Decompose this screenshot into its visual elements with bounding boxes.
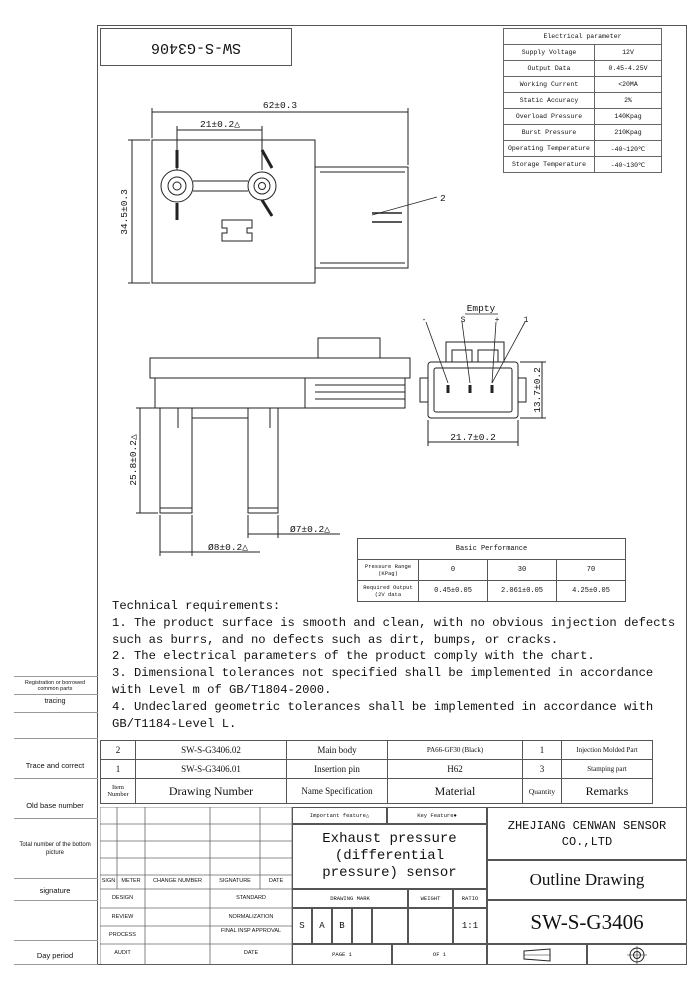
connector-latch	[446, 342, 504, 362]
callout-2: 2	[440, 193, 446, 204]
empty-label: Empty	[466, 303, 496, 314]
bom-drawing-no: SW-S-G3406.01	[136, 760, 287, 779]
revision-grid	[100, 807, 292, 965]
rev-label: CHANGE NUMBER	[153, 878, 202, 884]
role-label: PROCESS	[109, 932, 136, 938]
tech-line: GB/T1184-Level L.	[112, 716, 237, 731]
bom-header: Material	[388, 779, 523, 804]
projection-symbol-cell	[487, 944, 587, 965]
of-label: OF 1	[392, 944, 487, 965]
bom-item: 2	[101, 741, 136, 760]
bom-header: Quantity	[523, 779, 562, 804]
registration-label: Registration or borrowed common parts	[24, 680, 86, 692]
trace-correct-label: Trace and correct	[25, 761, 85, 770]
bom-header: Name Specification	[287, 779, 388, 804]
dim-port-inner-dia: Ø7±0.2△	[290, 524, 330, 535]
param-value: 140Kpag	[595, 109, 662, 125]
port-boss-left	[161, 170, 193, 202]
technical-requirements	[112, 598, 682, 732]
pin-label: S	[460, 316, 466, 325]
projection-circle-icon	[626, 946, 648, 964]
electrical-header: Electrical parameter	[504, 29, 662, 45]
bom-row	[101, 741, 653, 760]
company-name: ZHEJIANG CENWAN SENSOR CO.,LTD	[487, 807, 687, 860]
param-value: 2%	[595, 93, 662, 109]
performance-row-label: Pressure Range (KPag)	[358, 560, 419, 581]
weight-value	[408, 908, 453, 944]
param-value: 0.45-4.25V	[595, 61, 662, 77]
rev-label: SIGN	[101, 878, 116, 884]
role-label: NORMALIZATION	[228, 914, 274, 920]
dim-pin-spacing: 21±0.2△	[200, 119, 240, 130]
dim-port-outer-dia: Ø8±0.2△	[208, 542, 248, 553]
old-base-label: Old base number	[26, 801, 84, 810]
left-margin-strip	[0, 0, 100, 990]
role-label: STANDARD	[236, 895, 266, 901]
tech-line: 2. The electrical parameters of the product comply with the chart.	[112, 649, 595, 664]
bom-remarks: Injection Molded Part	[562, 741, 653, 760]
drawing-number: SW-S-G3406	[487, 900, 687, 944]
bom-item: 1	[101, 760, 136, 779]
rev-label: METER	[121, 878, 141, 884]
basic-performance-table	[357, 538, 626, 602]
key-feature: Key Feature●	[387, 807, 487, 824]
dim-height-left: 34.5±0.3	[119, 189, 130, 235]
performance-cell: 30	[488, 560, 557, 581]
bom-row	[101, 760, 653, 779]
tech-line: 1. The product surface is smooth and clean, with no obvious injection defects	[112, 615, 676, 630]
important-feature: Important feature△	[292, 807, 387, 824]
weight-label: WEIGHT	[408, 889, 453, 908]
performance-cell: 0	[419, 560, 488, 581]
mark-blank	[372, 908, 408, 944]
param-name: Working Current	[504, 77, 595, 93]
pressure-port-left	[160, 408, 192, 513]
tracing-label: tracing	[44, 698, 66, 705]
bom-quantity: 1	[523, 741, 562, 760]
param-value: 12V	[595, 45, 662, 61]
performance-cell: 70	[557, 560, 626, 581]
mark-a: A	[312, 908, 332, 944]
sensor-body-side	[150, 358, 410, 378]
scale-value: 1:1	[453, 908, 487, 944]
bom-name: Main body	[287, 741, 388, 760]
drawing-mark-label: DRAWING MARK	[292, 889, 408, 908]
role-label: REVIEW	[111, 914, 134, 920]
param-name: Supply Voltage	[504, 45, 595, 61]
dim-port-length: 25.8±0.2△	[128, 434, 139, 486]
bom-header: Drawing Number	[136, 779, 287, 804]
role-label: DESIGN	[111, 895, 134, 901]
bom-quantity: 3	[523, 760, 562, 779]
role-label: AUDIT	[114, 950, 131, 956]
param-name: Burst Pressure	[504, 125, 595, 141]
bom-material: H62	[388, 760, 523, 779]
param-name: Operating Temperature	[504, 141, 595, 157]
bom-remarks: Stamping part	[562, 760, 653, 779]
bom-name: Insertion pin	[287, 760, 388, 779]
bom-material: PA66-GF30 (Black)	[388, 741, 523, 760]
role-label: FINAL INSP APPROVAL	[220, 928, 282, 934]
doc-type: Outline Drawing	[487, 860, 687, 900]
mark-blank	[352, 908, 372, 944]
bom-header-row	[101, 779, 653, 804]
rotated-drawing-number: SW-S-G3406	[100, 28, 292, 66]
day-period-label: Day period	[36, 951, 74, 960]
connector-top	[315, 167, 408, 268]
pin-label: 1	[523, 316, 529, 325]
pin-label: -	[421, 316, 427, 325]
bill-of-materials	[100, 740, 653, 804]
rev-label: DATE	[268, 878, 284, 884]
page-label: PAGE 1	[292, 944, 392, 965]
performance-header: Basic Performance	[358, 539, 626, 560]
param-value: <20MA	[595, 77, 662, 93]
clip-slot	[222, 220, 252, 241]
mark-s: S	[292, 908, 312, 944]
bom-drawing-no: SW-S-G3406.02	[136, 741, 287, 760]
param-name: Storage Temperature	[504, 157, 595, 173]
param-value: -40~130℃	[595, 157, 662, 173]
dim-width-top: 62±0.3	[262, 100, 298, 111]
tech-line: 4. Undeclared geometric tolerances shall be implemented in accordance with	[112, 699, 654, 714]
tech-line: with Level m of GB/T1804-2000.	[112, 682, 332, 697]
role-label: DATE	[243, 950, 259, 956]
product-name: Exhaust pressure (differential pressure) sensor	[292, 824, 487, 889]
tech-line: 3. Dimensional tolerances not specified shall be implemented in accordance	[112, 666, 654, 681]
dim-connector-width: 21.7±0.2	[450, 432, 496, 443]
tech-heading: Technical requirements:	[112, 599, 281, 613]
bom-header: Remarks	[562, 779, 653, 804]
param-name: Overload Pressure	[504, 109, 595, 125]
param-value: -40~120℃	[595, 141, 662, 157]
total-number-label: Total number of the bottom picture	[19, 842, 91, 856]
param-value: 210Kpag	[595, 125, 662, 141]
performance-cell: 0.45±0.05	[419, 581, 488, 602]
param-name: Static Accuracy	[504, 93, 595, 109]
signature-label: signature	[39, 886, 71, 895]
tech-line: such as burrs, and no defects such as dirt, bumps, or cracks.	[112, 632, 559, 647]
performance-row-label: Required Output (2V data	[358, 581, 419, 602]
projection-cone-icon	[522, 948, 552, 962]
connector-face	[428, 362, 518, 418]
dim-connector-height: 13.7±0.2	[532, 367, 543, 413]
port-boss-right	[248, 172, 276, 200]
title-block	[100, 807, 687, 965]
performance-cell: 2.061±0.05	[488, 581, 557, 602]
performance-cell: 4.25±0.05	[557, 581, 626, 602]
ratio-label: RATIO	[453, 889, 487, 908]
param-name: Output Data	[504, 61, 595, 77]
bom-header: Item Number	[101, 779, 136, 804]
rev-label: SIGNATURE	[219, 878, 251, 884]
mark-b: B	[332, 908, 352, 944]
pin-label: +	[494, 316, 500, 325]
projection-circle-cell	[587, 944, 687, 965]
pressure-port-right	[248, 408, 278, 513]
